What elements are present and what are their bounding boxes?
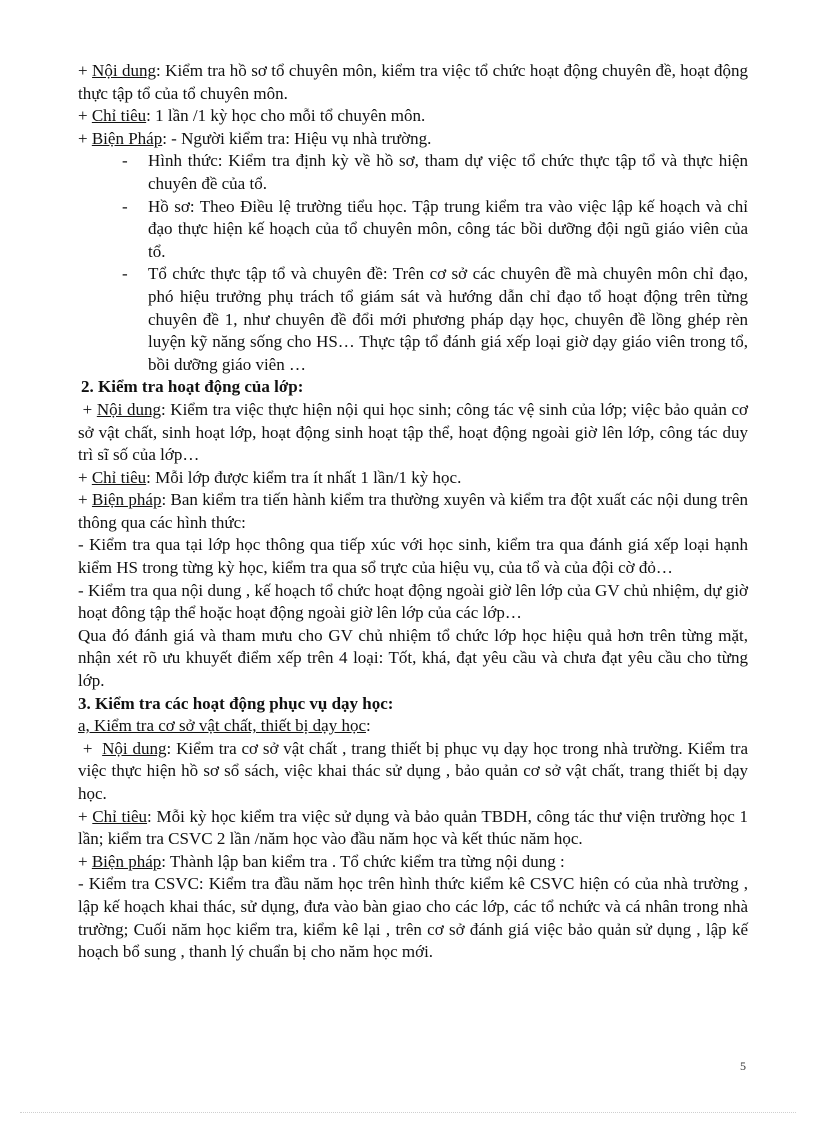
s2-bienphap: + Biện pháp: Ban kiểm tra tiến hành kiểm tra thường xuyên và kiểm tra đột xuất các nội dung trên thông qua các hình thức: [78,490,749,532]
s3-subheading-text: a, Kiểm tra cơ sở vật chất, thiết bị dạy học [78,716,366,736]
s3-heading: 3. Kiểm tra các hoạt động phục vụ dạy học: [78,693,394,713]
s3-chitieu-label: Chỉ tiêu [92,806,148,826]
s1-noidung: + Nội dung: Kiểm tra hồ sơ tổ chuyên môn, kiểm tra việc tổ chức hoạt động chuyên đề, hoạt động thực tập tổ của tổ chuyên môn. [78,61,749,103]
s3-chitieu: + Chỉ tiêu: Mỗi kỳ học kiểm tra việc sử dụng và bảo quản TBDH, công tác thư viện trường học 1 lần; kiểm tra CSVC 2 lần /năm học vào đầu năm học và kết thúc năm học. [78,806,748,849]
s2-item: - Kiểm tra qua nội dung , kế hoạch tổ chức hoạt động ngoài giờ lên lớp của GV chủ nhiệm, dự giờ hoạt đông tập thể hoặc hoạt động ngoài giờ lên lớp của các lớp… [78,580,748,623]
s1-noidung-label: Nội dung [92,61,156,80]
s2-chitieu-label: Chỉ tiêu [91,467,147,487]
s1-chitieu-label: Chỉ tiêu [91,106,147,126]
s2-noidung: + Nội dung: Kiểm tra việc thực hiện nội qui học sinh; công tác vệ sinh của lớp; việc bảo quản cơ sở vật chất, sinh hoạt lớp, hoạt động sinh hoạt tập thể, hoạt động ngoài giờ lên lớp, công tác duy trì sĩ số của lớp… [78,399,748,465]
s1-dash-item: - Hồ sơ: Theo Điều lệ trường tiểu học. Tập trung kiểm tra vào việc lập kế hoạch và chỉ đạo thực hiện kế hoạch của tổ chuyên môn, công tác bồi dưỡng đội ngũ giáo viên của tổ. [122,196,748,264]
s1-dash-text: Tổ chức thực tập tổ và chuyên đề: Trên cơ sở các chuyên đề mà chuyên môn chỉ đạo, phó hiệu trưởng phụ trách tổ giám sát và hướng dẫn chỉ đạo tổ hoạt động trên từng chuyên đề 1, như chuyên đề đổi mới phương pháp dạy học, chuyên đề lồng ghép rèn luyện kỹ năng sống cho HS… Thực tập tổ đánh giá xếp loại giờ dạy giáo viên trong tổ, bồi dưỡng giáo viên … [148,264,748,374]
s2-noidung-label: Nội dung [96,399,161,419]
page-bottom-divider [20,1112,796,1113]
s1-bienphap-label: Biện Pháp [91,128,163,148]
s1-dash-item: - Tổ chức thực tập tổ và chuyên đề: Trên cơ sở các chuyên đề mà chuyên môn chỉ đạo, phó hiệu trưởng phụ trách tổ giám sát và hướng dẫn chỉ đạo tổ hoạt động trên từng chuyên đề 1, như chuyên đề đổi mới phương pháp dạy học, chuyên đề lồng ghép rèn luyện kỹ năng sống cho HS… Thực tập tổ đánh giá xếp loại giờ dạy giáo viên trong tổ, bồi dưỡng giáo viên … [122,263,748,376]
s1-dash-text: Hình thức: Kiểm tra định kỳ về hồ sơ, tham dự việc tổ chức thực tập tổ và thực hiện chuyên đề của tổ. [148,151,748,193]
s1-chitieu-text: : 1 lần /1 kỳ học cho mỗi tổ chuyên môn. [146,106,426,126]
s1-noidung-text: : Kiểm tra hồ sơ tổ chuyên môn, kiểm tra việc tổ chức hoạt động chuyên đề, hoạt động thực tập tổ của tổ chuyên môn. [78,61,749,103]
s3-bienphap: + Biện pháp: Thành lập ban kiểm tra . Tổ chức kiểm tra từng nội dung : [78,851,565,871]
s1-dash-item: - Hình thức: Kiểm tra định kỳ về hồ sơ, tham dự việc tổ chức thực tập tổ và thực hiện chuyên đề của tổ. [122,150,748,195]
s2-bienphap-text: : Ban kiểm tra tiến hành kiểm tra thường xuyên và kiểm tra đột xuất các nội dung trên thông qua các hình thức: [78,490,749,532]
s3-subheading: a, Kiểm tra cơ sở vật chất, thiết bị dạy học: [78,716,371,736]
s3-noidung: + Nội dung: Kiểm tra cơ sở vật chất , trang thiết bị phục vụ dạy học trong nhà trường. Kiểm tra việc thực hiện hồ sơ sổ sách, việc khai thác sử dụng , bảo quản cơ sở vật chất, trang thiết bị dạy học. [78,738,748,803]
s2-noidung-text: : Kiểm tra việc thực hiện nội qui học sinh; công tác vệ sinh của lớp; việc bảo quản cơ sở vật chất, sinh hoạt lớp, hoạt động sinh hoạt tập thể, hoạt động ngoài giờ lên lớp, công tác duy trì sĩ số của lớp… [78,399,748,465]
s3-noidung-text: : Kiểm tra cơ sở vật chất , trang thiết bị phục vụ dạy học trong nhà trường. Kiểm tra việc thực hiện hồ sơ sổ sách, việc khai thác sử dụng , bảo quản cơ sở vật chất, trang thiết bị dạy học. [78,738,748,803]
document-page [78,60,748,964]
s3-noidung-label: Nội dung [102,738,167,758]
s1-dash-text: Hồ sơ: Theo Điều lệ trường tiểu học. Tập trung kiểm tra vào việc lập kế hoạch và chỉ đạo thực hiện kế hoạch của tổ chuyên môn, công tác bồi dưỡng đội ngũ giáo viên của tổ. [148,196,748,261]
s2-heading: 2. Kiểm tra hoạt động của lớp: [81,377,304,397]
page-number: 5 [740,1059,746,1073]
s1-bienphap: + Biện Pháp: - Người kiểm tra: Hiệu vụ nhà trường. [78,128,432,148]
s2-bienphap-label: Biện pháp [91,490,162,510]
s2-chitieu-text: : Mỗi lớp được kiểm tra ít nhất 1 lần/1 kỳ học. [146,467,462,487]
s2-summary: Qua đó đánh giá và tham mưu cho GV chủ nhiệm tổ chức lớp học hiệu quả hơn trên từng mặt, nhận xét rõ ưu khuyết điểm xếp trên 4 loại: Tốt, khá, đạt yêu cầu và chưa đạt yêu cầu cho từng lớp. [78,625,748,691]
s3-item: - Kiểm tra CSVC: Kiểm tra đầu năm học trên hình thức kiểm kê CSVC hiện có của nhà trường , lập kế hoạch khai thác, sử dụng, đưa vào bàn giao cho các lớp, các tổ nchức và cá nhân trong nhà trường; Cuối năm học kiểm tra, kiểm kê lại , trên cơ sở đánh giá việc bảo quản sử dụng , lập kế hoạch bổ sung , thanh lý chuẩn bị cho năm học mới. [78,874,748,962]
s3-bienphap-text: : Thành lập ban kiểm tra . Tổ chức kiểm tra từng nội dung : [161,851,565,871]
s2-chitieu: + Chỉ tiêu: Mỗi lớp được kiểm tra ít nhất 1 lần/1 kỳ học. [78,467,462,487]
s1-chitieu: + Chỉ tiêu: 1 lần /1 kỳ học cho mỗi tổ chuyên môn. [78,106,426,126]
s3-bienphap-label: Biện pháp [91,851,162,871]
s2-item: - Kiểm tra qua tại lớp học thông qua tiếp xúc với học sinh, kiểm tra qua đánh giá xếp loại hạnh kiểm HS trong từng kỳ học, kiểm tra qua sổ trực của hiệu vụ, của tổ và của đội cờ đỏ… [78,535,748,578]
s3-chitieu-text: : Mỗi kỳ học kiểm tra việc sử dụng và bảo quản TBDH, công tác thư viện trường học 1 lần; kiểm tra CSVC 2 lần /năm học vào đầu năm học và kết thúc năm học. [78,806,748,849]
s1-bienphap-text: : - Người kiểm tra: Hiệu vụ nhà trường. [162,128,432,148]
